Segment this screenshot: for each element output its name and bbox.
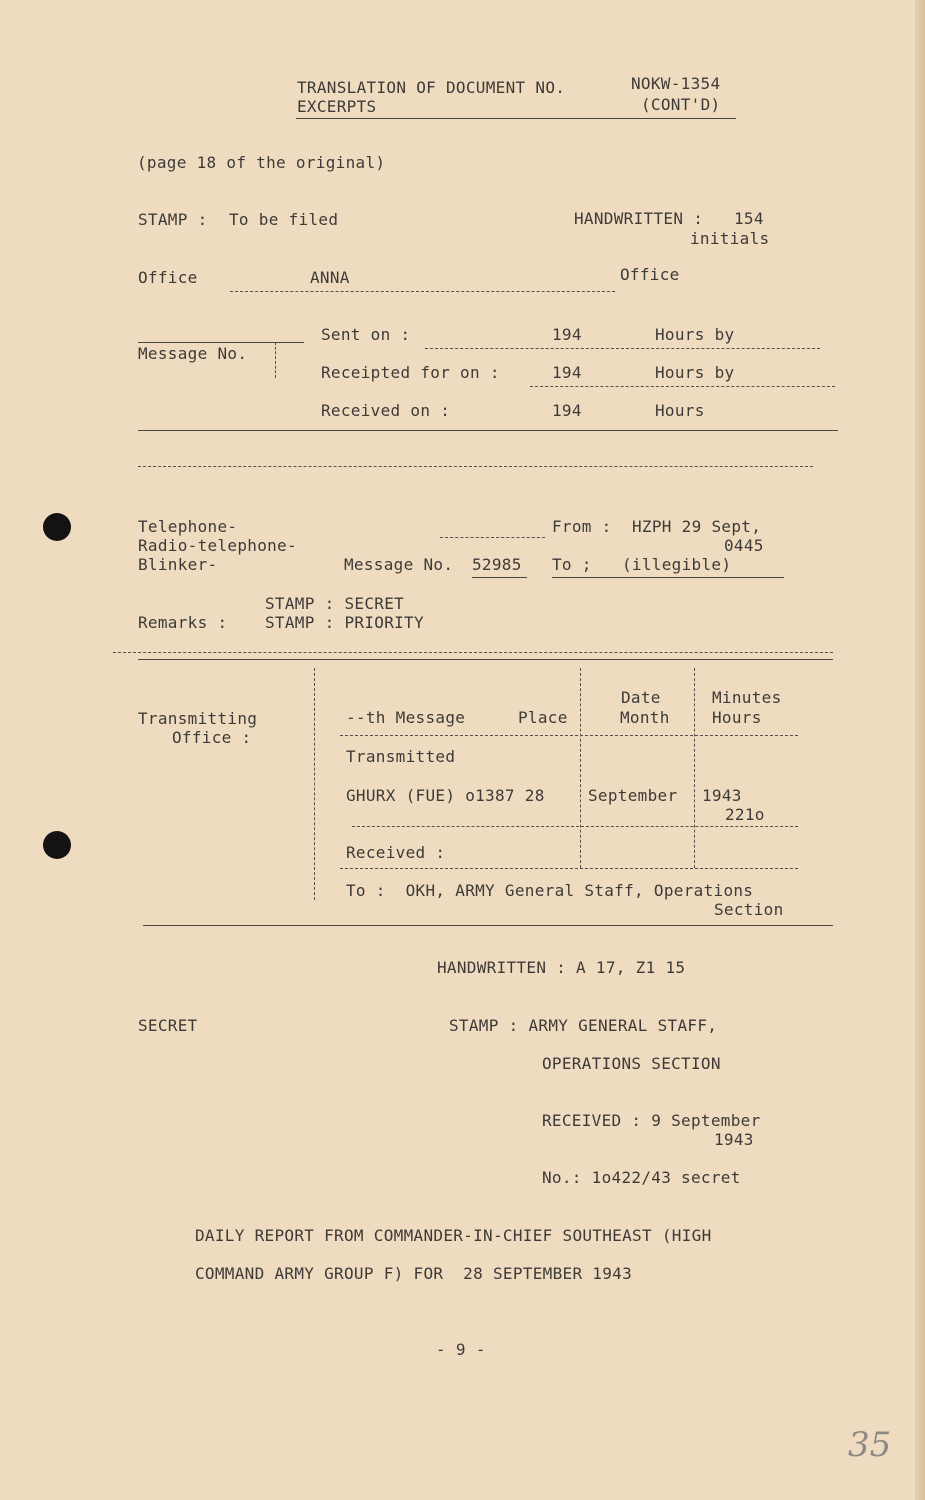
report-title-line-1: DAILY REPORT FROM COMMANDER-IN-CHIEF SOUTHEAST (HIGH (195, 1226, 712, 1245)
from-time: 0445 (724, 536, 764, 555)
receipted-rule (530, 386, 835, 387)
receipted-hours-by: Hours by (655, 363, 735, 382)
section-dash-divider (138, 466, 813, 467)
received-year: 194 (552, 401, 582, 420)
transmitting-label-2: Office : (172, 728, 252, 747)
header-underline (296, 118, 736, 119)
transmitted-year: 1943 (702, 786, 742, 805)
paper-edge (915, 0, 925, 1500)
stamp-label: STAMP : (138, 210, 208, 229)
corner-handwriting: 35 (848, 1425, 892, 1465)
comm-rule (440, 537, 545, 538)
received-on-label: Received on : (321, 401, 451, 420)
footer-secret: SECRET (138, 1016, 198, 1035)
form-top-bottom-rule (138, 430, 838, 431)
sent-on-label: Sent on : (321, 325, 411, 344)
footer-received: RECEIVED : 9 September (542, 1111, 761, 1130)
stamp-secret: STAMP : SECRET (265, 594, 405, 613)
to-line: To : OKH, ARMY General Staff, Operations (346, 881, 754, 900)
office-right-label: Office (620, 265, 680, 284)
office-value: ANNA (310, 268, 350, 287)
header-title: TRANSLATION OF DOCUMENT NO. (297, 78, 566, 97)
telephone-label: Telephone- (138, 517, 238, 536)
table-received-rule (340, 868, 798, 869)
transmitted-month: September (588, 786, 678, 805)
handwritten-label: HANDWRITTEN : (574, 209, 704, 228)
receipted-label: Receipted for on : (321, 363, 500, 382)
remarks-rule (113, 652, 833, 653)
to-line-section: Section (714, 900, 784, 919)
header-excerpts: EXCERPTS (297, 97, 377, 116)
handwritten-initials: initials (690, 229, 770, 248)
page-number: - 9 - (436, 1340, 486, 1359)
header-contd: (CONT'D) (641, 95, 721, 114)
punch-hole-top (43, 513, 71, 541)
remarks-rule-solid (138, 659, 833, 660)
message-number: 52985 (472, 555, 522, 574)
table-header-rule (340, 735, 798, 736)
message-no-rule (138, 342, 304, 343)
stamp-value: To be filed (229, 210, 339, 229)
remarks-label: Remarks : (138, 613, 228, 632)
col-message: --th Message (346, 708, 466, 727)
report-title-line-2: COMMAND ARMY GROUP F) FOR 28 SEPTEMBER 1943 (195, 1264, 633, 1283)
footer-received-year: 1943 (714, 1130, 754, 1149)
col-date: Date (621, 688, 661, 707)
col-minutes: Minutes (712, 688, 782, 707)
stamp-priority: STAMP : PRIORITY (265, 613, 424, 632)
transmitting-label-1: Transmitting (138, 709, 258, 728)
col-month: Month (620, 708, 670, 727)
message-no-divider (275, 342, 276, 378)
transmitted-label: Transmitted (346, 747, 456, 766)
received-label: Received : (346, 843, 446, 862)
footer-handwritten: HANDWRITTEN : A 17, Z1 15 (437, 958, 686, 977)
office-rule (230, 291, 615, 292)
footer-stamp-2: OPERATIONS SECTION (542, 1054, 721, 1073)
receipted-year: 194 (552, 363, 582, 382)
message-number-underline (472, 577, 527, 578)
table-bottom-rule (143, 925, 833, 926)
table-row-rule (352, 826, 798, 827)
from-label: From : (552, 517, 612, 536)
sent-rule (425, 348, 820, 349)
table-col-minutes-divider (694, 668, 695, 868)
footer-stamp-1: STAMP : ARMY GENERAL STAFF, (449, 1016, 718, 1035)
table-col-date-divider (580, 668, 581, 868)
transmitted-value: GHURX (FUE) o1387 28 (346, 786, 545, 805)
transmitted-time: 221o (725, 805, 765, 824)
office-label: Office (138, 268, 198, 287)
sent-hours-by: Hours by (655, 325, 735, 344)
to-value: (illegible) (622, 555, 732, 574)
punch-hole-bottom (43, 831, 71, 859)
handwritten-number: 154 (734, 209, 764, 228)
footer-number: No.: 1o422/43 secret (542, 1168, 741, 1187)
col-place: Place (518, 708, 568, 727)
to-underline (552, 577, 784, 578)
page-note: (page 18 of the original) (137, 153, 386, 172)
message-no-label: Message No. (138, 344, 248, 363)
to-label: To ; (552, 555, 592, 574)
table-left-divider (314, 668, 315, 900)
col-hours: Hours (712, 708, 762, 727)
radio-label: Radio-telephone- (138, 536, 297, 555)
received-hours: Hours (655, 401, 705, 420)
blinker-label: Blinker- (138, 555, 218, 574)
header-doc-no: NOKW-1354 (631, 74, 721, 93)
from-value: HZPH 29 Sept, (632, 517, 762, 536)
message-label: Message No. (344, 555, 454, 574)
sent-year: 194 (552, 325, 582, 344)
